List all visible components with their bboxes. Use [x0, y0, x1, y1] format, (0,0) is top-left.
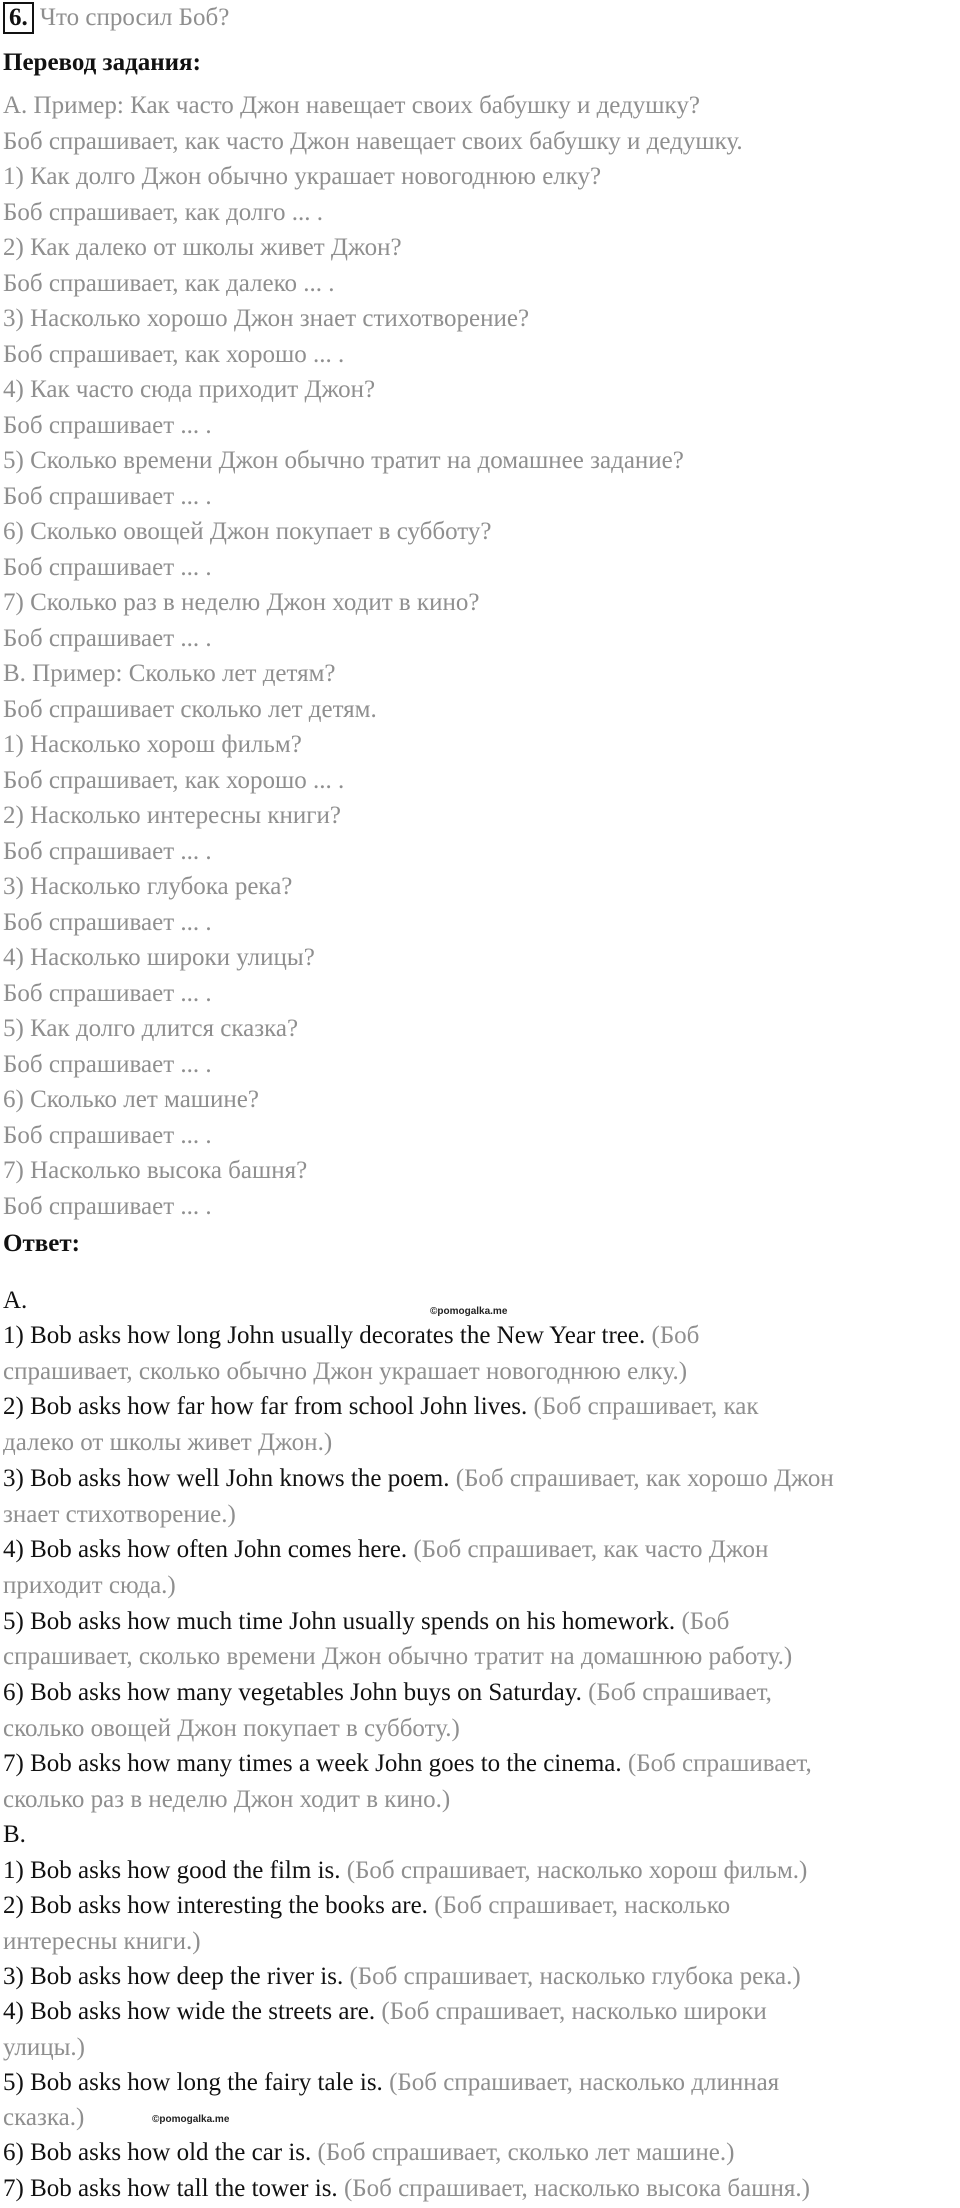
answer-line	[3, 1746, 812, 1781]
answer-line	[3, 1994, 767, 2029]
answer-translation: (Боб спрашивает,	[581, 1679, 772, 1706]
translation-line: Боб спрашивает ... .	[3, 553, 212, 581]
answer-line	[3, 2030, 85, 2065]
answer-translation: спрашивает, сколько обычно Джон украшает новогоднюю елку.)	[3, 1357, 688, 1385]
answer-english: 4) Bob asks how wide the streets are.	[3, 1998, 376, 2026]
answer-translation: сколько овощей Джон покупает в субботу.)	[3, 1714, 460, 1742]
translation-line: 2) Как далеко от школы живет Джон?	[3, 234, 402, 261]
exercise-number: 6.	[3, 2, 34, 34]
answer-line	[3, 2171, 810, 2206]
answer-translation: сколько раз в неделю Джон ходит в кино.)	[3, 1786, 451, 1814]
answer-english: 1) Bob asks how long John usually decorates the New Year tree.	[3, 1322, 646, 1349]
answer-translation: (Боб спрашивает, насколько широки	[375, 1998, 767, 2026]
answer-line	[3, 2065, 779, 2100]
translation-line: Боб спрашивает, как хорошо ... .	[3, 766, 345, 794]
answer-line	[3, 1318, 699, 1353]
answer-line	[3, 1675, 772, 1710]
translation-line: В. Пример: Сколько лет детям?	[3, 660, 336, 687]
answer-line	[3, 1959, 801, 1994]
exercise-header	[3, 0, 229, 35]
translation-line: Боб спрашивает, как долго ... .	[3, 198, 323, 226]
answer-english: 1) Bob asks how good the film is.	[3, 1857, 341, 1884]
answer-line	[3, 1711, 460, 1746]
answer-line	[3, 1461, 834, 1496]
answer-translation: интересны книги.)	[3, 1927, 201, 1955]
translation-line: 4) Как часто сюда приходит Джон?	[3, 376, 376, 403]
answer-translation: (Боб спрашивает, насколько хорош фильм.)	[340, 1857, 808, 1884]
answer-heading: Ответ:	[3, 1230, 80, 1257]
translation-line: Боб спрашивает ... .	[3, 908, 212, 936]
answer-english: 2) Bob asks how interesting the books are.	[3, 1892, 428, 1920]
answer-english: 5) Bob asks how much time John usually spends on his homework.	[3, 1607, 676, 1635]
answer-translation: (Боб спрашивает, насколько глубока река.)	[343, 1962, 801, 1990]
translation-line: Боб спрашивает ... .	[3, 837, 212, 865]
answer-english: 5) Bob asks how long the fairy tale is.	[3, 2068, 383, 2096]
answer-translation: далеко от школы живет Джон.)	[3, 1429, 333, 1457]
translation-line: 7) Сколько раз в неделю Джон ходит в кино?	[3, 589, 480, 616]
section-a-label: A.	[3, 1287, 28, 1314]
answer-english: 6) Bob asks how old the car is.	[3, 2139, 312, 2167]
translation-line: Боб спрашивает сколько лет детям.	[3, 695, 377, 723]
translation-line: Боб спрашивает ... .	[3, 482, 212, 510]
answer-line	[3, 1924, 201, 1959]
answer-line	[3, 1853, 807, 1888]
answer-line	[3, 1389, 759, 1424]
answer-translation: (Боб спрашивает, как хорошо Джон	[449, 1464, 834, 1492]
answer-translation: (Боб спрашивает, насколько длинная	[382, 2068, 780, 2096]
translation-line: 2) Насколько интересны книги?	[3, 802, 342, 829]
answer-translation: (Боб спрашивает, как	[527, 1393, 759, 1421]
translation-line: Боб спрашивает ... .	[3, 1050, 212, 1078]
answer-english: 4) Bob asks how often John comes here.	[3, 1536, 408, 1564]
answer-line	[3, 2100, 84, 2135]
answer-translation: (Боб спрашивает, насколько	[427, 1892, 731, 1920]
translation-line: Боб спрашивает, как далеко ... .	[3, 269, 335, 297]
answer-translation: (Боб спрашивает, как часто Джон	[407, 1536, 769, 1564]
translation-line: Боб спрашивает ... .	[3, 1121, 212, 1149]
answer-line	[3, 1354, 687, 1389]
translation-line: 3) Насколько глубока река?	[3, 873, 293, 900]
answer-line	[3, 1497, 236, 1532]
translation-line: 1) Как долго Джон обычно украшает новогоднюю елку?	[3, 163, 602, 190]
answer-line	[3, 1639, 792, 1674]
answer-translation: спрашивает, сколько времени Джон обычно тратит на домашнюю работу.)	[3, 1643, 793, 1671]
answer-translation: (Боб спрашивает, сколько лет машине.)	[311, 2139, 735, 2167]
answer-translation: (Боб спрашивает,	[621, 1750, 812, 1778]
answer-translation: знает стихотворение.)	[3, 1500, 236, 1528]
answer-english: 3) Bob asks how well John knows the poem.	[3, 1464, 450, 1492]
translation-line: 4) Насколько широки улицы?	[3, 944, 315, 971]
translation-line: Боб спрашивает ... .	[3, 1192, 212, 1220]
answer-translation: (Боб спрашивает, насколько высока башня.)	[337, 2174, 810, 2202]
translation-line: Боб спрашивает, как часто Джон навещает своих бабушку и дедушку.	[3, 127, 743, 155]
section-b-label: B.	[3, 1821, 26, 1848]
translation-line: 5) Сколько времени Джон обычно тратит на домашнее задание?	[3, 447, 684, 474]
answer-line	[3, 1568, 176, 1603]
answer-english: 3) Bob asks how deep the river is.	[3, 1962, 344, 1990]
answer-line	[3, 2135, 734, 2170]
answer-english: 7) Bob asks how tall the tower is.	[3, 2174, 338, 2202]
answer-line	[3, 1425, 332, 1460]
translation-line: А. Пример: Как часто Джон навещает своих бабушку и дедушку?	[3, 92, 700, 119]
translation-line: 1) Насколько хорош фильм?	[3, 731, 302, 758]
translation-line: 7) Насколько высока башня?	[3, 1157, 308, 1184]
answer-translation: приходит сюда.)	[3, 1571, 176, 1599]
answer-english: 7) Bob asks how many times a week John goes to the cinema.	[3, 1750, 622, 1778]
translation-line: Боб спрашивает ... .	[3, 624, 212, 652]
answer-translation: (Боб	[675, 1607, 730, 1635]
answer-translation: сказка.)	[3, 2104, 85, 2132]
translation-line: Боб спрашивает ... .	[3, 411, 212, 439]
answer-line	[3, 1888, 730, 1923]
exercise-title: Что спросил Боб?	[39, 4, 230, 31]
answer-translation: (Боб	[645, 1322, 700, 1349]
translation-line: Боб спрашивает, как хорошо ... .	[3, 340, 345, 368]
translation-line: 6) Сколько овощей Джон покупает в субботу?	[3, 518, 492, 545]
watermark: ©pomogalka.me	[430, 1306, 508, 1317]
translation-line: 3) Насколько хорошо Джон знает стихотворение?	[3, 305, 530, 332]
answer-english: 6) Bob asks how many vegetables John buys on Saturday.	[3, 1679, 582, 1706]
translation-line: Боб спрашивает ... .	[3, 979, 212, 1007]
answer-line	[3, 1782, 450, 1817]
translation-heading: Перевод задания:	[3, 49, 201, 76]
answer-line	[3, 1532, 768, 1567]
answer-english: 2) Bob asks how far how far from school John lives.	[3, 1393, 528, 1421]
answer-line	[3, 1604, 729, 1639]
watermark: ©pomogalka.me	[152, 2114, 230, 2125]
translation-line: 6) Сколько лет машине?	[3, 1086, 259, 1113]
translation-line: 5) Как долго длится сказка?	[3, 1015, 299, 1042]
answer-translation: улицы.)	[3, 2033, 86, 2061]
